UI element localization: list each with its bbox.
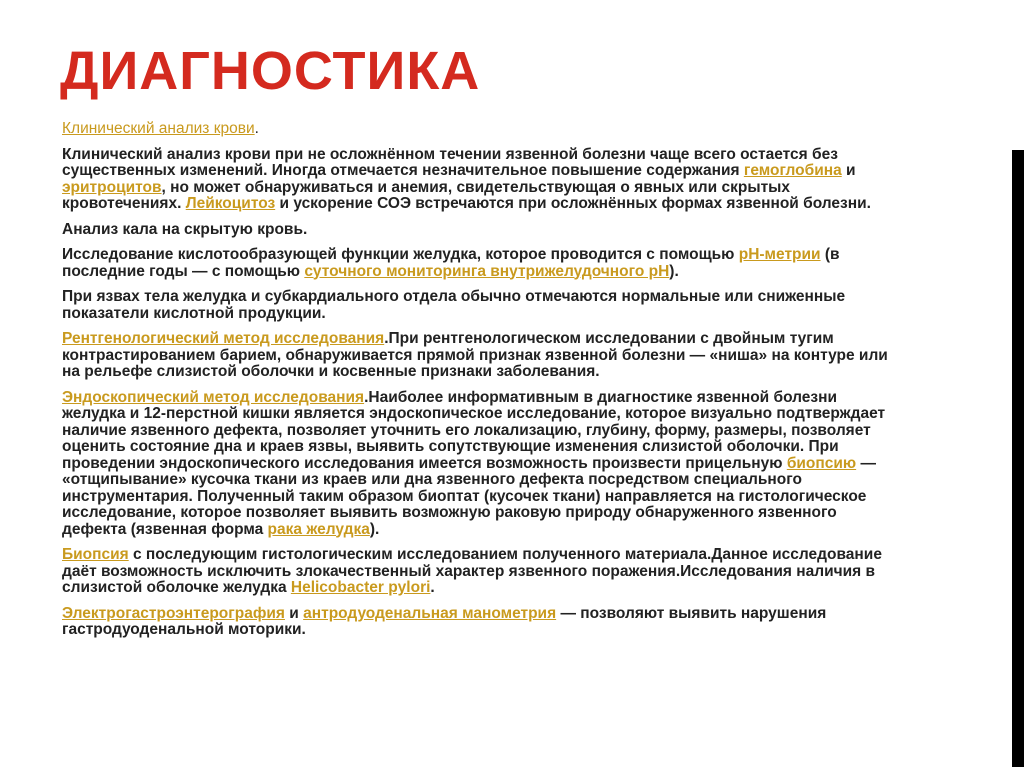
link-biopsy-2[interactable]: Биопсия	[62, 546, 129, 563]
slide-title: ДИАГНОСТИКА	[60, 41, 481, 101]
paragraph-stool-test: Анализ кала на скрытую кровь.	[62, 220, 308, 238]
link-ph-metry[interactable]: pH-метрии	[738, 246, 821, 263]
link-electrogastro[interactable]: Электрогастроэнтерография	[62, 604, 285, 622]
link-blood-test[interactable]: Клинический анализ крови	[62, 120, 255, 137]
link-ph-monitoring[interactable]: суточного мониторинга внутрижелудочного pH	[304, 262, 670, 280]
link-endoscopy-method[interactable]: Эндоскопический метод исследования	[62, 388, 365, 406]
link-xray-method[interactable]: Рентгенологический метод исследования	[62, 330, 385, 347]
link-leukocytosis[interactable]: Лейкоцитоз	[185, 195, 276, 212]
paragraph-acid-production: При язвах тела желудка и субкардиального отдела обычно отмечаются нормальные или сниженные показатели кислотной продукции.	[62, 288, 846, 322]
link-stomach-cancer[interactable]: рака желудка	[267, 520, 370, 538]
paragraph-endoscopy: Эндоскопический метод исследования.Наиболее информативным в диагностике язвенной болезни желудка и 12-перстной кишки является эндоскопическое исследование, которое визуально подтверждает наличие язвенного дефекта, позволяет уточнить его локализацию, глубину, форму, размеры, позволяет оценить состояние дна и краев язвы, выявить сопутствующие изменения слизистой оболочки. При проведении эндоскопического исследования имеется возможность произвести прицельную биопсию — «отщипывание» кусочка ткани из краев или дна язвенного дефекта посредством специального инструментария. Полученный таким образом биоптат (кусочек ткани) направляется на гистологическое исследование, которое позволяет выявить возможную раковую природу обнаруженного язвенного дефекта (язвенная форма рака желудка).	[62, 388, 886, 538]
paragraph-motility: Электрогастроэнтерография и антродуоденальная манометрия — позволяют выявить нарушения гастродуоденальной моторики.	[62, 604, 827, 638]
link-helicobacter[interactable]: Helicobacter pylori	[290, 579, 431, 596]
link-manometry[interactable]: антродуоденальная манометрия	[303, 604, 557, 622]
right-edge-bar	[1012, 150, 1024, 767]
paragraph-acid-function: Исследование кислотообразующей функции желудка, которое проводится с помощью pH-метрии (в последние годы — с помощью суточного мониторинга внутрижелудочного pH).	[62, 246, 840, 280]
paragraph-blood-test: Клинический анализ крови при не осложнённом течении язвенной болезни чаще всего остается без существенных изменений. Иногда отмечается незначительное повышение содержания гемоглобина и эритроцитов, но может обнаруживаться и анемия, свидетельствующая о явных или скрытых кровотечениях. Лейкоцитоз и ускорение СОЭ встречаются при осложнённых формах язвенной болезни.	[62, 145, 871, 212]
paragraph-xray: Рентгенологический метод исследования.При рентгенологическом исследовании с двойным тугим контрастированием барием, обнаруживается прямой признак язвенной болезни — «ниша» на контуре или на рельефе слизистой оболочки и косвенные признаки заболевания.	[62, 330, 888, 380]
link-biopsy[interactable]: биопсию	[786, 454, 857, 472]
link-erythrocytes[interactable]: эритроцитов	[62, 178, 162, 196]
paragraph-biopsy: Биопсия с последующим гистологическим исследованием полученного материала.Данное исследование даёт возможность исключить злокачественный характер язвенного поражения.Исследования наличия в слизистой оболочке желудка Helicobacter pylori.	[62, 546, 882, 596]
paragraph-blood-test-heading: Клинический анализ крови.	[62, 120, 259, 137]
slide-content	[62, 121, 902, 648]
link-hemoglobin[interactable]: гемоглобина	[743, 162, 842, 179]
